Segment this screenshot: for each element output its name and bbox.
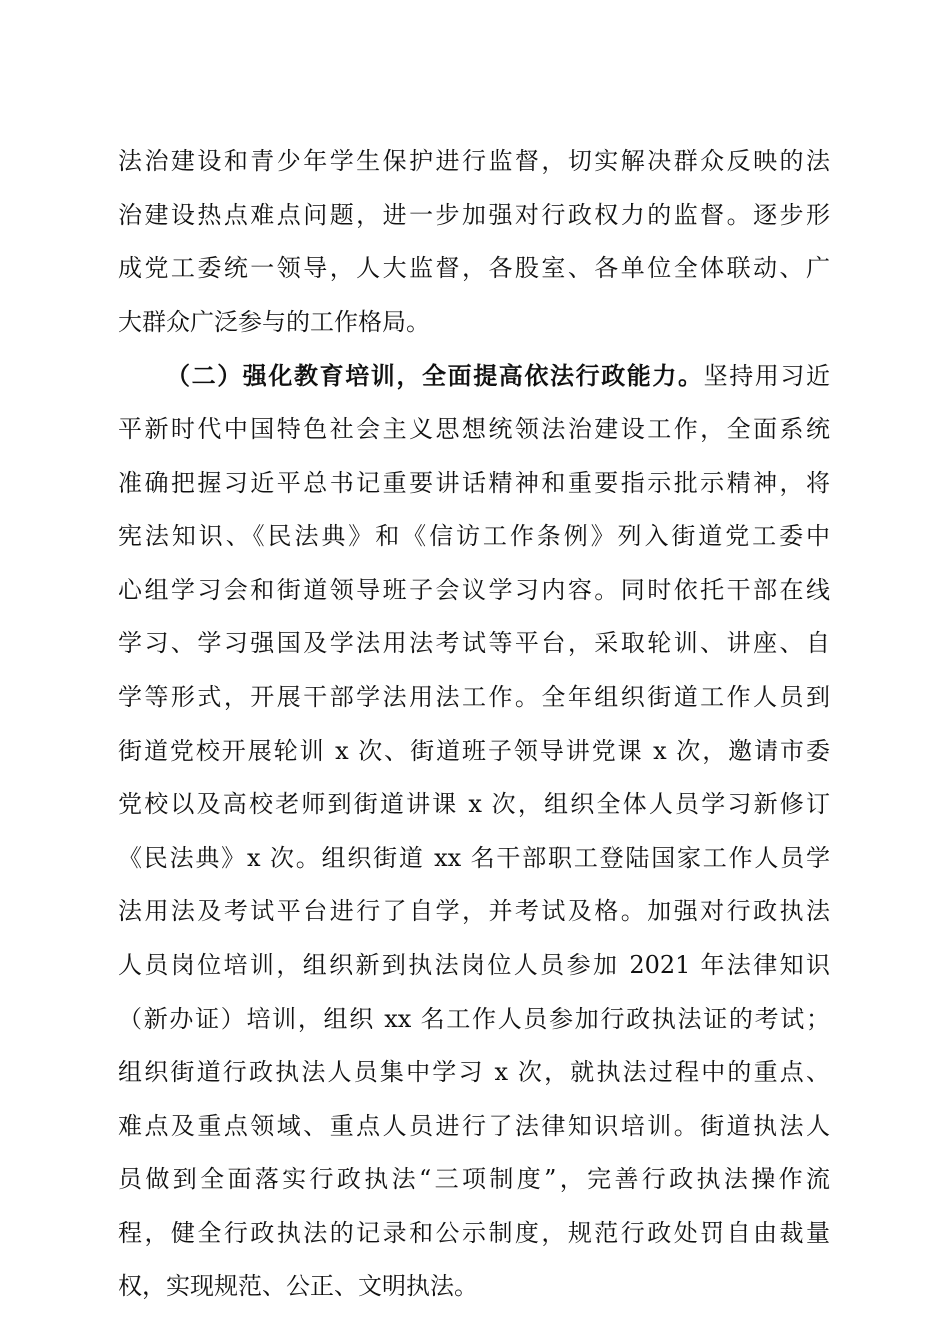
paragraph-line: 法治建设和青少年学生保护进行监督，切实解决群众反映的法 [118,147,830,175]
paragraph-line: 治建设热点难点问题，进一步加强对行政权力的监督。逐步形 [118,200,830,229]
paragraph-line: 难点及重点领域、重点人员进行了法律知识培训。街道执法人 [118,1111,830,1140]
paragraph-line: （新办证）培训，组织 xx 名工作人员参加行政执法证的考试； [118,1004,830,1033]
paragraph-line: 权，实现规范、公正、文明执法。 [118,1272,478,1301]
paragraph-line: 宪法知识、《民法典》和《信访工作条例》列入街道党工委中 [118,522,830,551]
paragraph-text: 坚持用习近 [703,362,831,391]
paragraph-1 [118,135,830,349]
paragraph-2 [118,349,830,1314]
paragraph-line: 街道党校开展轮训 x 次、街道班子领导讲党课 x 次，邀请市委 [118,736,830,765]
paragraph-line: 组织街道行政执法人员集中学习 x 次，就执法过程中的重点、 [118,1058,830,1087]
paragraph-line: 平新时代中国特色社会主义思想统领法治建设工作，全面系统 [118,414,830,443]
paragraph-line: 成党工委统一领导，人大监督，各股室、各单位全体联动、广 [118,254,830,283]
paragraph-line: 学习、学习强国及学法用法考试等平台，采取轮训、讲座、自 [118,629,830,658]
paragraph-first-line [118,349,830,403]
paragraph-line: 大群众广泛参与的工作格局。 [118,307,430,336]
paragraph-line: 党校以及高校老师到街道讲课 x 次，组织全体人员学习新修订 [118,790,830,819]
paragraph-line: 学等形式，开展干部学法用法工作。全年组织街道工作人员到 [118,682,830,711]
paragraph-line: 心组学习会和街道领导班子会议学习内容。同时依托干部在线 [118,575,830,604]
paragraph-line: 法用法及考试平台进行了自学，并考试及格。加强对行政执法 [118,897,830,926]
paragraph-line: 员做到全面落实行政执法“三项制度”，完善行政执法操作流 [118,1165,830,1194]
paragraph-line: 人员岗位培训，组织新到执法岗位人员参加 2021 年法律知识 [118,950,830,979]
paragraph-line: 程，健全行政执法的记录和公示制度，规范行政处罚自由裁量 [118,1218,830,1247]
paragraph-line: 准确把握习近平总书记重要讲话精神和重要指示批示精神，将 [118,468,830,497]
section-heading: （二）强化教育培训，全面提高依法行政能力。 [166,361,704,391]
document-body [118,135,830,1314]
paragraph-line: 《民法典》x 次。组织街道 xx 名干部职工登陆国家工作人员学 [118,843,830,872]
